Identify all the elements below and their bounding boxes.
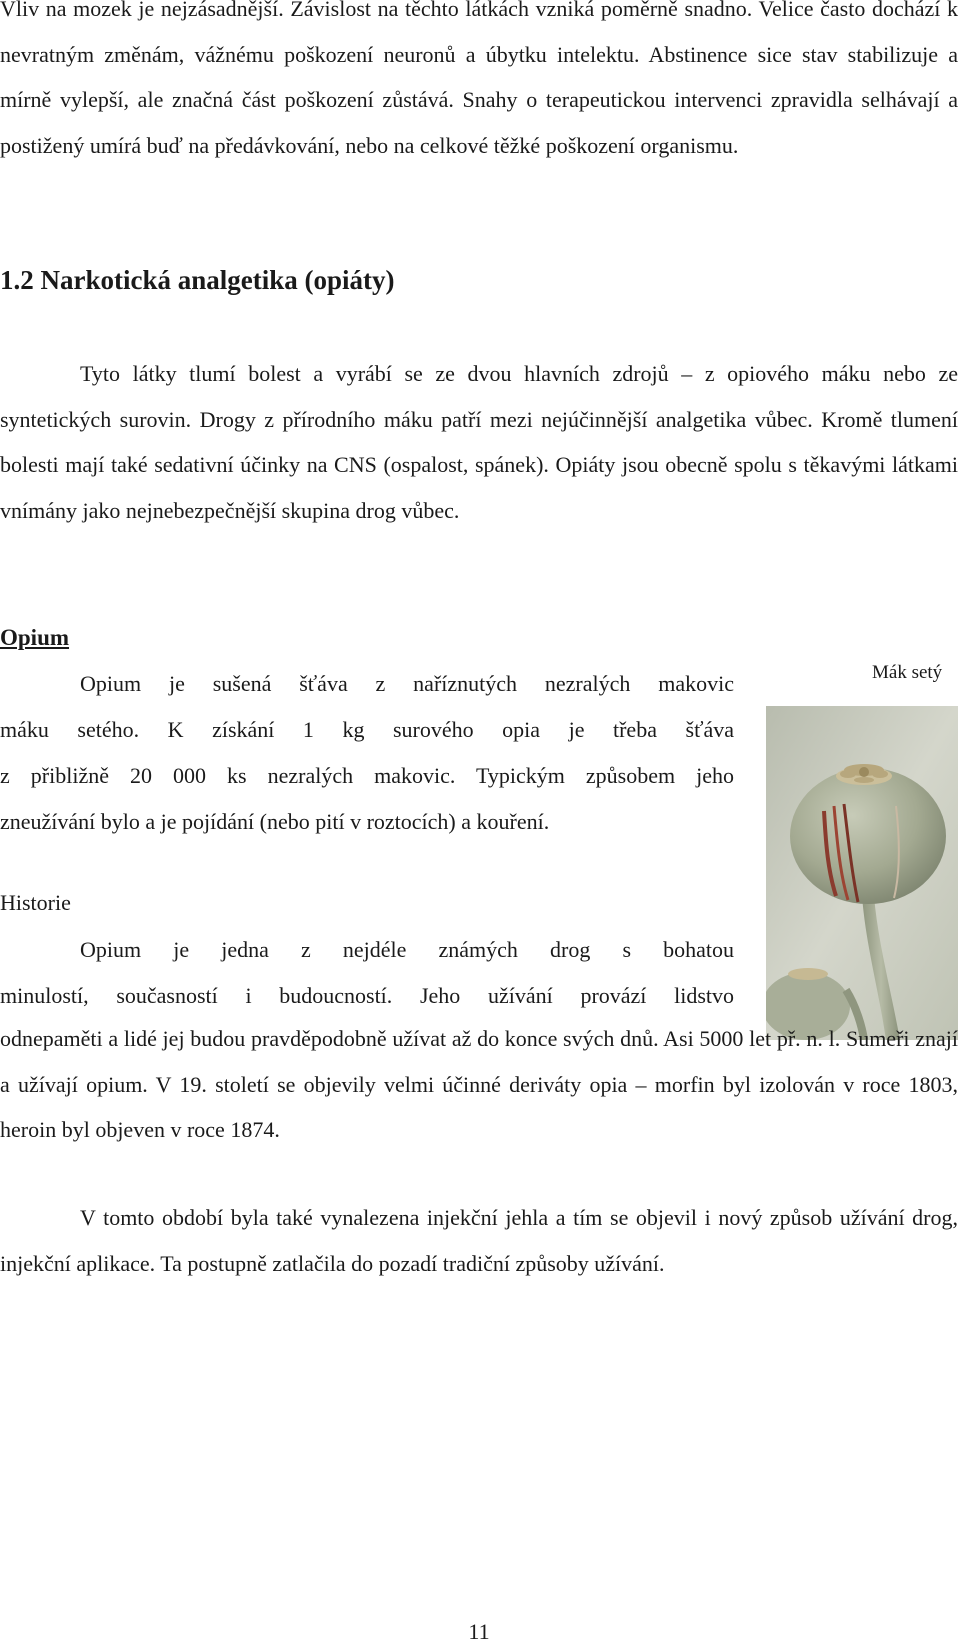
page-number: 11: [468, 1619, 490, 1644]
history-line: minulostí, současností i budoucností. Jeho užívání provází lidstvo: [0, 983, 734, 1008]
history-wrapped-lines: [0, 927, 734, 1019]
section-paragraph: Tyto látky tlumí bolest a vyrábí se ze dvou hlavních zdrojů – z opiového máku nebo ze syntetických surovin. Drogy z přírodního máku patří mezi nejúčinnější analgetika vůbec. Kromě tlumení bolesti mají také sedativní účinky na CNS (ospalost, spánek). Opiáty jsou obecně spolu s těkavými látkami vnímány jako nejnebezpečnější skupina drog vůbec.: [0, 361, 958, 523]
history-line: Opium je jedna z nejdéle známých drog s bohatou: [80, 937, 734, 962]
section-heading: 1.2 Narkotická analgetika (opiáty): [0, 265, 395, 295]
opium-paragraph: [0, 661, 734, 845]
opium-line: máku setého. K získání 1 kg surového opia je třeba šťáva: [0, 717, 734, 742]
opium-line: z přibližně 20 000 ks nezralých makovic. Typickým způsobem jeho: [0, 763, 734, 788]
poppy-capsule-photo: [766, 706, 958, 1040]
image-caption: Mák setý: [872, 662, 943, 683]
opium-line: Opium je sušená šťáva z naříznutých nezralých makovic: [80, 671, 734, 696]
intro-paragraph: Vliv na mozek je nejzásadnější. Závislost na těchto látkách vzniká poměrně snadno. Velice často dochází k nevratným změnám, vážnému poškození neuronů a úbytku intelektu. Abstinence sice stav stabilizuje a mírně vylepší, ale značná část poškození zůstává. Snahy o terapeutickou intervenci zpravidla selhávají a postižený umírá buď na předávkování, nebo na celkové těžké poškození organismu.: [0, 0, 958, 158]
final-paragraph: V tomto období byla také vynalezena injekční jehla a tím se objevil i nový způsob užívání drog, injekční aplikace. Ta postupně zatlačila do pozadí tradiční způsoby užívání.: [0, 1205, 958, 1276]
history-label: Historie: [0, 890, 71, 915]
opium-line: zneužívání bylo a je pojídání (nebo pití v roztocích) a kouření.: [0, 809, 550, 834]
history-paragraph: odnepaměti a lidé jej budou pravděpodobně užívat až do konce svých dnů. Asi 5000 let př. n. l. Sumeři znají a užívají opium. V 19. století se objevily velmi účinné deriváty opia – morfin byl izolován v roce 1803, heroin byl objeven v roce 1874.: [0, 1026, 958, 1142]
opium-heading: Opium: [0, 625, 70, 650]
